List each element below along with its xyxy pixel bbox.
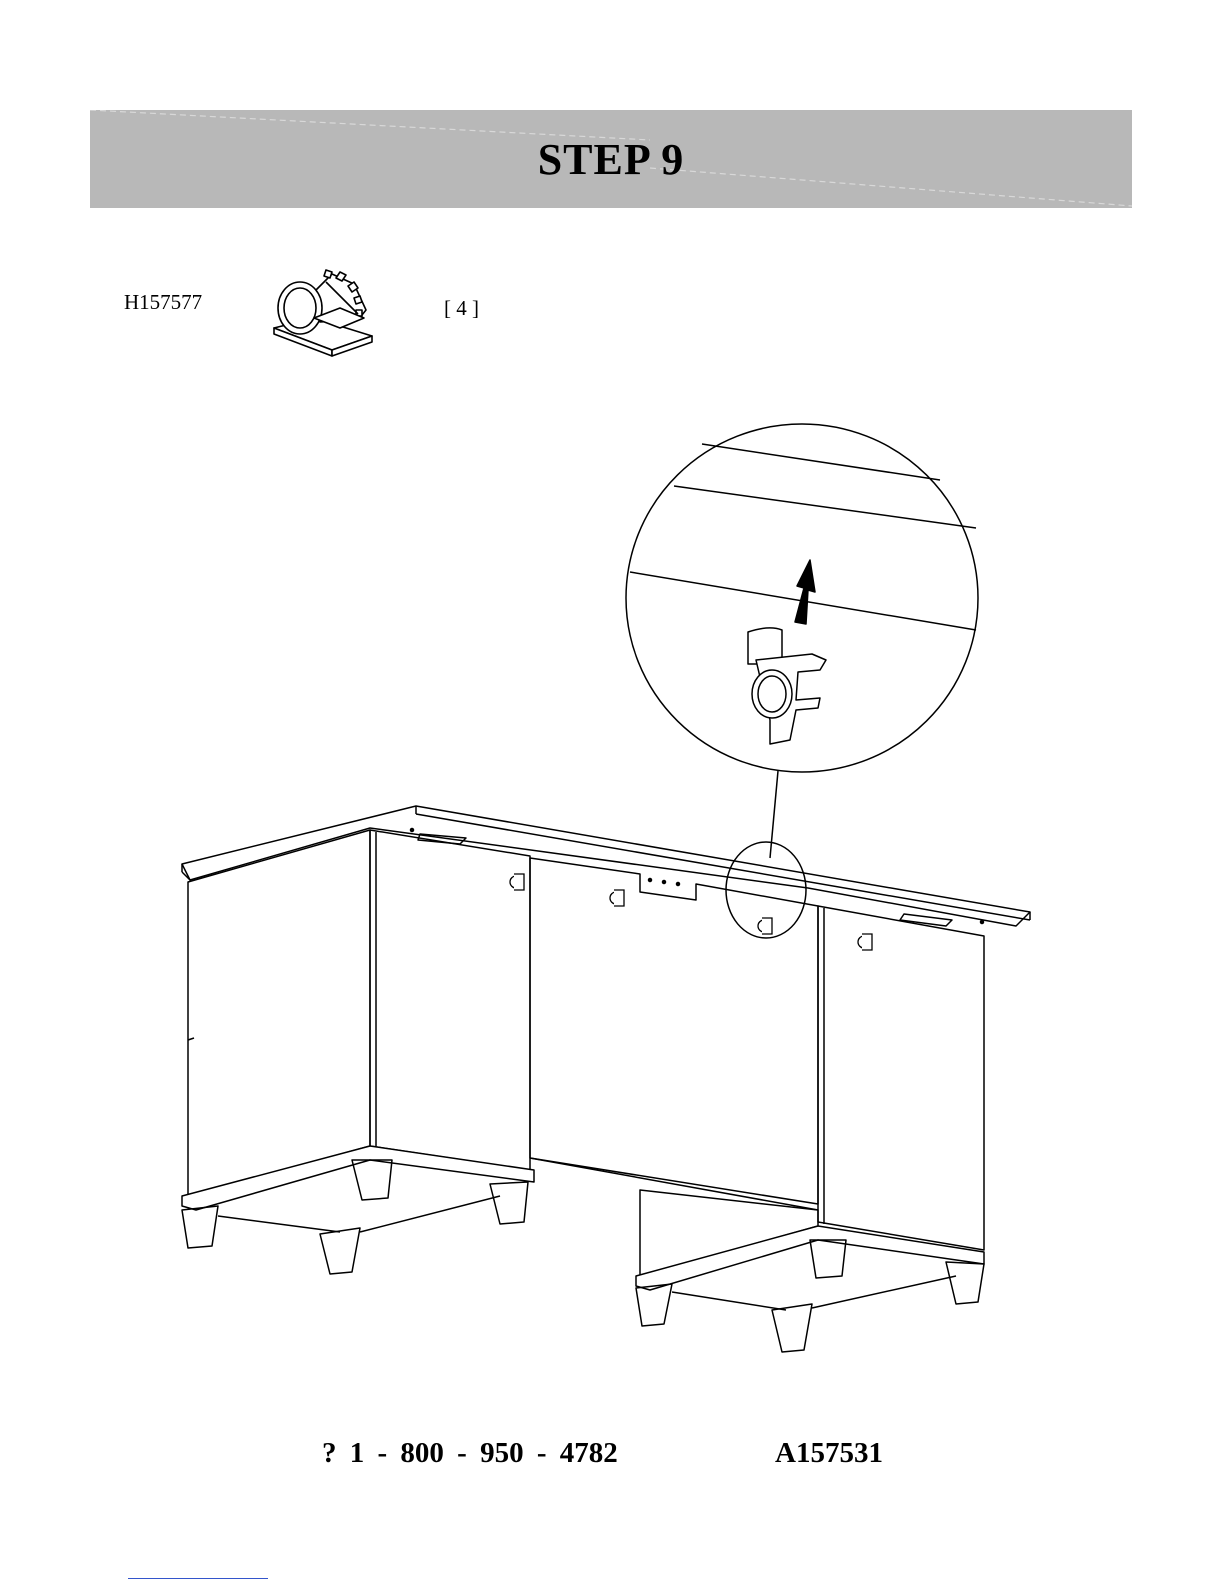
- part-code: H157577: [124, 290, 203, 314]
- part-quantity: [ 4 ]: [444, 296, 479, 320]
- detail-callout: [626, 424, 978, 772]
- page-link-underline: [128, 1578, 268, 1579]
- support-phone: ? 1 - 800 - 950 - 4782: [322, 1437, 618, 1469]
- document-code: A157531: [775, 1437, 883, 1469]
- page-title: STEP 9: [537, 135, 685, 184]
